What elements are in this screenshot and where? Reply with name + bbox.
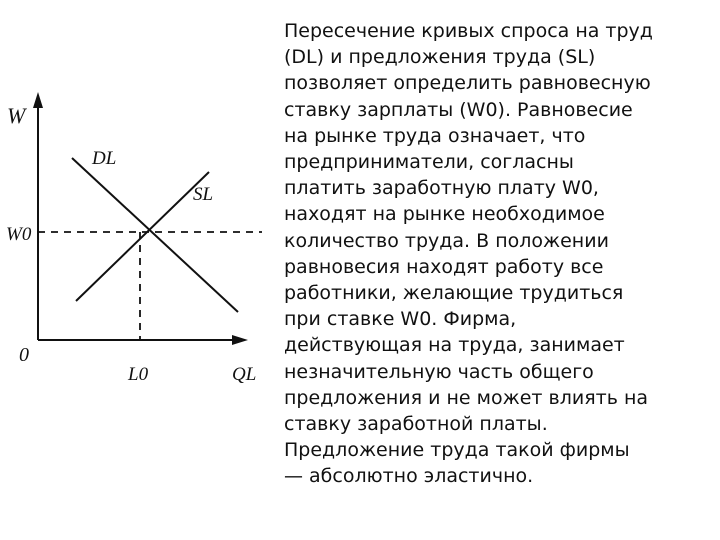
x-axis-label: QL <box>232 364 257 385</box>
explanation-text <box>284 18 714 490</box>
text-line: количество труда. В положении <box>284 229 609 252</box>
y-axis-label: W <box>7 103 26 128</box>
text-line: Пересечение кривых спроса на труд <box>284 20 653 42</box>
text-line: (DL) и предложения труда (SL) <box>284 46 596 69</box>
text-line: предложения и не может влиять на <box>284 386 649 409</box>
text-line: действующая на труда, занимает <box>284 334 625 357</box>
y-axis-arrow-icon <box>33 92 43 108</box>
text-line: равновесия находят работу все <box>284 255 604 278</box>
origin-label: 0 <box>19 344 29 366</box>
demand-curve <box>72 158 238 312</box>
x-axis-arrow-icon <box>232 335 248 345</box>
labor-market-diagram <box>0 90 275 390</box>
supply-label: SL <box>193 184 214 205</box>
equilibrium-quantity-label: L0 <box>128 364 149 385</box>
text-line: позволяет определить равновесную <box>284 72 651 95</box>
text-line: находят на рынке необходимое <box>284 203 605 226</box>
text-line: ставку зарплаты (W0). Равновесие <box>284 98 633 121</box>
equilibrium-wage-label: W0 <box>6 224 32 245</box>
text-line: на рынке труда означает, что <box>284 124 586 147</box>
text-line: Предложение труда такой фирмы <box>284 439 630 462</box>
text-line: незначительную часть общего <box>284 360 594 383</box>
text-line: предприниматели, согласны <box>284 151 574 174</box>
text-line: ставку заработной платы. <box>284 413 548 436</box>
supply-curve <box>76 172 209 301</box>
demand-label: DL <box>92 148 117 169</box>
text-line: платить заработную плату W0, <box>284 177 599 200</box>
text-line: работники, желающие трудиться <box>284 282 624 305</box>
text-line: — абсолютно эластично. <box>284 465 534 488</box>
text-line: при ставке W0. Фирма, <box>284 308 517 331</box>
